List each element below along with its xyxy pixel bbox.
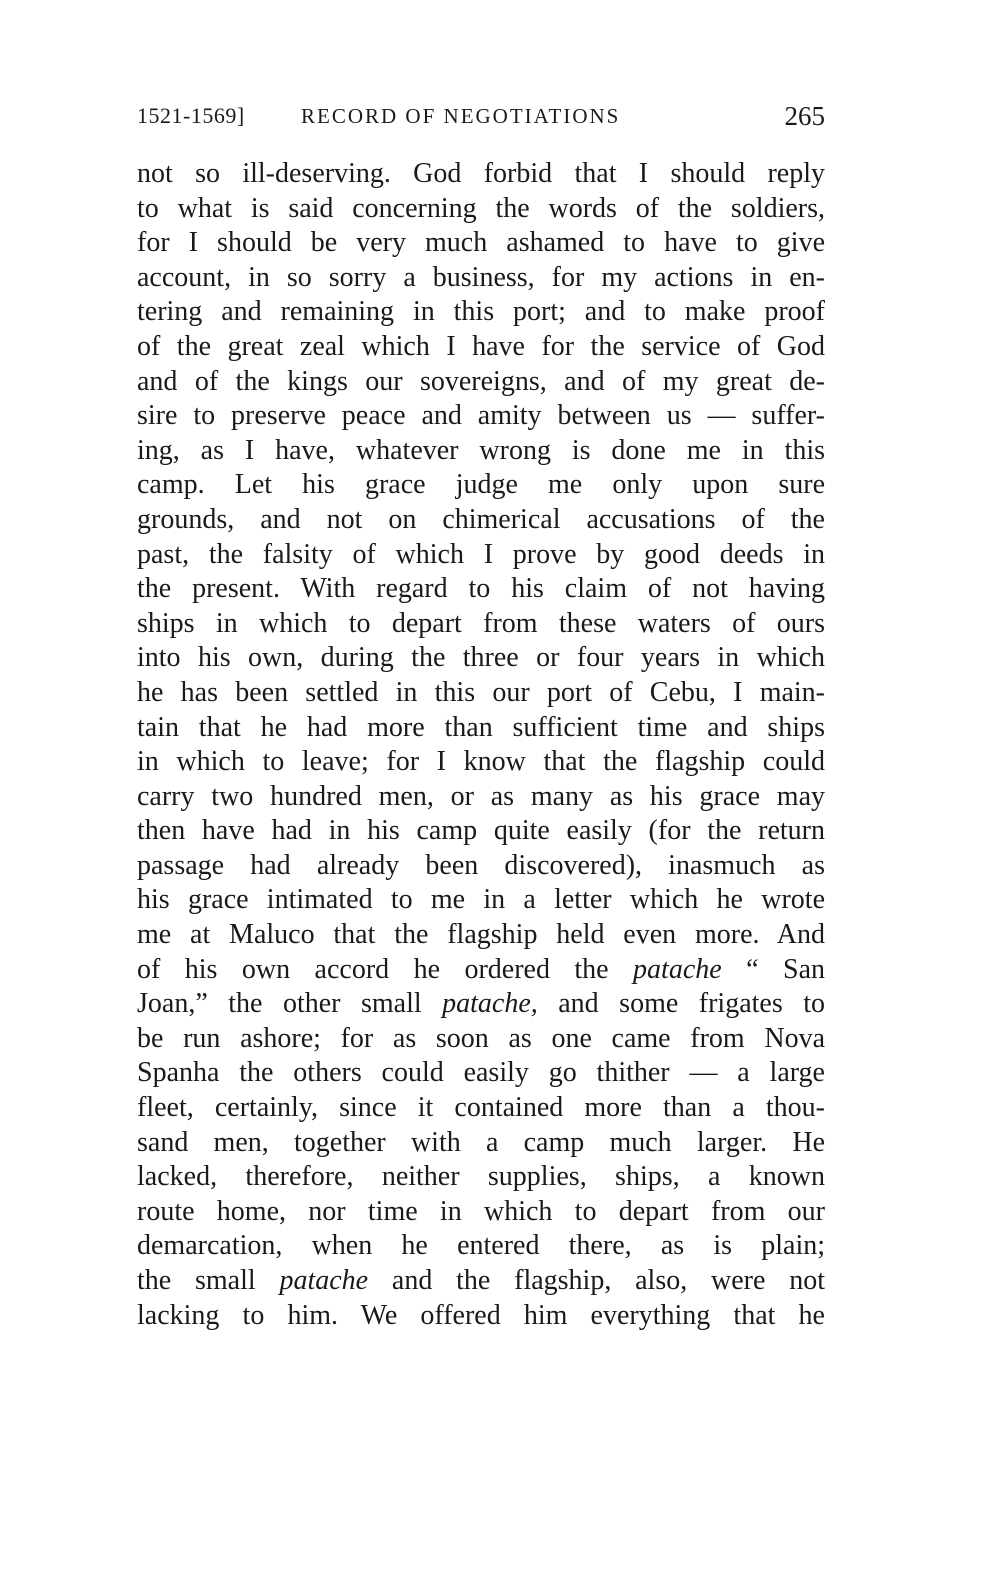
text-segment: and the flagship, also, were not bbox=[368, 1265, 826, 1296]
text-line: then have had in his camp quite easily (for the return bbox=[137, 815, 825, 847]
text-segment: the small bbox=[137, 1265, 280, 1296]
text-line: carry two hundred men, or as many as his grace may bbox=[137, 780, 825, 812]
text-line: past, the falsity of which I prove by good deeds in bbox=[137, 538, 825, 570]
text-line: camp. Let his grace judge me only upon sure bbox=[137, 469, 825, 501]
text-line: sire to preserve peace and amity between us — suffer- bbox=[137, 400, 825, 432]
text-line: ships in which to depart from these waters of ours bbox=[137, 607, 825, 639]
text-line: not so ill-deserving. God forbid that I should reply bbox=[137, 158, 825, 189]
text-segment: of his own accord he ordered the bbox=[137, 953, 634, 985]
running-head bbox=[137, 100, 825, 132]
body-text bbox=[137, 157, 825, 1333]
text-line: fleet, certainly, since it contained more than a thou- bbox=[137, 1092, 825, 1124]
text-line: route home, nor time in which to depart from our bbox=[137, 1195, 825, 1227]
text-segment: Joan,” the other small bbox=[137, 988, 443, 1020]
text-line: passage had already been discovered), inasmuch as bbox=[137, 849, 825, 881]
text-line: tering and remaining in this port; and to make proof bbox=[137, 296, 825, 328]
text-line: for I should be very much ashamed to have to give bbox=[137, 227, 825, 259]
text-line: ing, as I have, whatever wrong is done me in this bbox=[137, 434, 825, 466]
text-line: Spanha the others could easily go thither — a large bbox=[137, 1057, 825, 1089]
italic-term: patache, bbox=[442, 988, 538, 1020]
text-line: the present. With regard to his claim of not having bbox=[137, 573, 825, 605]
text-line: account, in so sorry a business, for my actions in en- bbox=[137, 261, 825, 293]
text-segment: and some frigates to bbox=[537, 988, 825, 1020]
text-segment: “ San bbox=[721, 953, 825, 985]
text-line: lacking to him. We offered him everything that he bbox=[137, 1299, 825, 1331]
text-line: grounds, and not on chimerical accusations of the bbox=[137, 503, 825, 535]
text-line: tain that he had more than sufficient time and ships bbox=[137, 711, 825, 743]
text-line bbox=[137, 953, 825, 988]
text-line: in which to leave; for I know that the flagship could bbox=[137, 746, 825, 778]
text-line bbox=[137, 987, 825, 1022]
italic-term: patache bbox=[633, 953, 722, 985]
text-line: he has been settled in this our port of Cebu, I main- bbox=[137, 676, 825, 708]
text-line: and of the kings our sovereigns, and of my great de- bbox=[137, 365, 825, 397]
text-line: into his own, during the three or four years in which bbox=[137, 642, 825, 674]
text-line: lacked, therefore, neither supplies, ships, a known bbox=[137, 1161, 825, 1193]
text-line: be run ashore; for as soon as one came from Nova bbox=[137, 1022, 825, 1054]
text-line: of the great zeal which I have for the service of God bbox=[137, 330, 825, 362]
text-line: to what is said concerning the words of the soldiers, bbox=[137, 192, 825, 224]
text-line: his grace intimated to me in a letter which he wrote bbox=[137, 884, 825, 916]
text-line: demarcation, when he entered there, as is plain; bbox=[137, 1230, 825, 1262]
running-head-title: RECORD OF NEGOTIATIONS bbox=[301, 104, 621, 128]
page-number: 265 bbox=[784, 101, 825, 131]
italic-term: patache bbox=[279, 1265, 369, 1296]
text-line: sand men, together with a camp much larger. He bbox=[137, 1126, 825, 1158]
text-line: me at Maluco that the flagship held even more. And bbox=[137, 919, 825, 951]
running-head-dates: 1521-1569] bbox=[137, 103, 245, 128]
text-line bbox=[137, 1264, 825, 1299]
